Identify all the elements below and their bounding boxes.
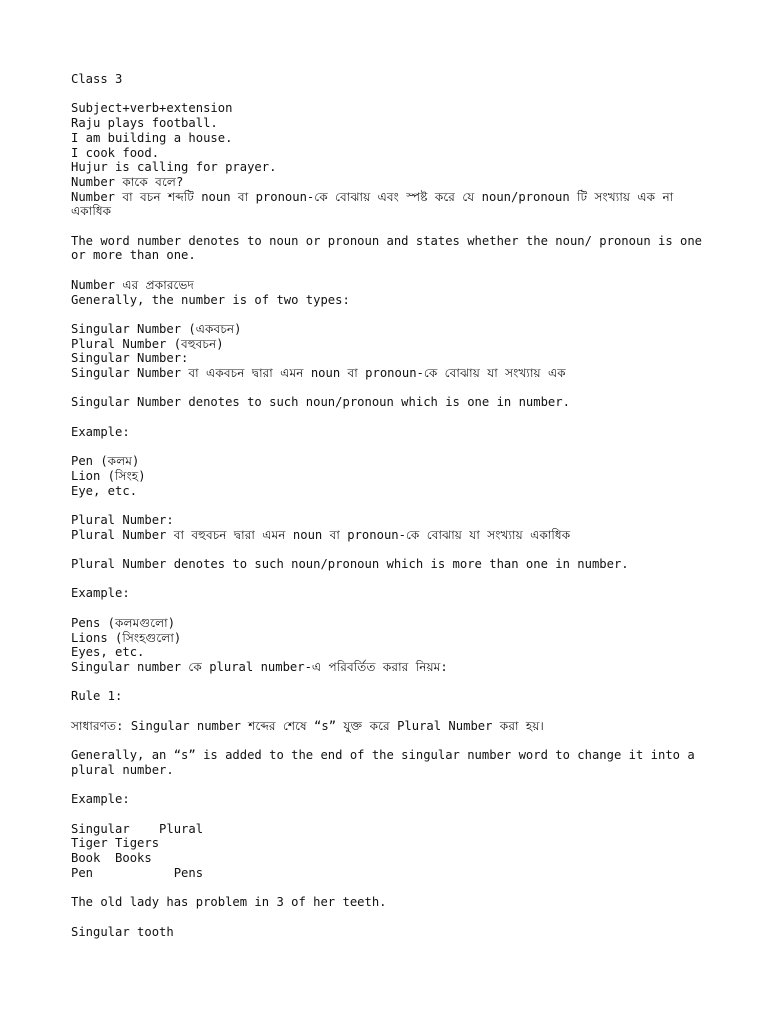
example-label: Example: [71, 424, 130, 439]
rule-text-en: Generally, an “s” is added to the end of the singular number word to change it into a plural number. [71, 748, 703, 777]
spacer [71, 807, 708, 822]
rule-text-bn: সাধারণত: Singular number শব্দের শেষে “s” যুক্ত করে Plural Number করা হয়। [71, 718, 544, 733]
example-label: Example: [71, 792, 130, 807]
spacer [71, 880, 708, 895]
example-sentence: I cook food. [71, 145, 160, 160]
singular-heading: Singular Number: [71, 351, 189, 366]
spacer [71, 219, 708, 234]
page-title: Class 3 [71, 72, 123, 86]
type-item: Plural Number (বহুবচন) [71, 336, 224, 351]
example-label: Example: [71, 586, 130, 601]
plural-definition-bn: Plural Number বা বহুবচন দ্বারা এমন noun বা pronoun-কে বোঝায় যা সংখ্যায় একাধিক [71, 527, 571, 542]
number-question: Number কাকে বলে? [71, 174, 184, 189]
number-definition-en: The word number denotes to noun or pronoun and states whether the noun/ pronoun is one or more than one. [71, 233, 710, 263]
spacer [71, 733, 708, 748]
types-heading-bn: Number এর প্রকারভেদ [71, 277, 194, 292]
type-item: Singular Number (একবচন) [71, 321, 242, 336]
singular-definition-en: Singular Number denotes to such noun/pronoun which is one in number. [71, 395, 570, 410]
spacer [71, 572, 708, 587]
table-row: Book Books [71, 851, 152, 866]
spacer [71, 439, 708, 454]
plural-heading: Plural Number: [71, 512, 174, 527]
singular-example: Lion (সিংহ) [71, 468, 146, 483]
spacer [71, 910, 708, 925]
sentence-formula: Subject+verb+extension [71, 101, 233, 116]
example-sentence: Hujur is calling for prayer. [71, 160, 277, 175]
rule-label: Rule 1: [71, 689, 123, 704]
table-row: Tiger Tigers [71, 836, 160, 851]
plural-definition-en: Plural Number denotes to such noun/pronoun which is more than one in number. [71, 557, 629, 572]
example-sentence: Raju plays football. [71, 116, 218, 131]
spacer [71, 601, 708, 616]
singular-example: Pen (কলম) [71, 454, 140, 469]
plural-example: Lions (সিংহগুলো) [71, 630, 182, 645]
singular-definition-bn: Singular Number বা একবচন দ্বারা এমন noun বা pronoun-কে বোঝায় যা সংখ্যায় এক [71, 366, 566, 380]
spacer [71, 778, 708, 793]
singular-tooth-line: Singular tooth [71, 924, 174, 939]
singular-example: Eye, etc. [71, 483, 138, 498]
spacer [71, 410, 708, 425]
spacer [71, 704, 708, 719]
plural-example: Pens (কলমগুলো) [71, 615, 176, 630]
spacer [71, 263, 708, 278]
spacer [71, 542, 708, 557]
spacer [71, 87, 708, 102]
types-heading-en: Generally, the number is of two types: [71, 292, 350, 307]
spacer [71, 381, 708, 396]
spacer [71, 307, 708, 322]
table-row: Pen Pens [71, 865, 204, 880]
conversion-heading: Singular number কে plural number-এ পরিবর্তিত করার নিয়ম: [71, 659, 448, 674]
spacer [71, 498, 708, 513]
table-header-row: Singular Plural [71, 821, 204, 836]
spacer [71, 675, 708, 690]
example-sentence: I am building a house. [71, 130, 233, 145]
plural-example: Eyes, etc. [71, 645, 145, 660]
example-sentence-teeth: The old lady has problem in 3 of her teeth. [71, 895, 387, 910]
number-definition-bn: Number বা বচন শব্দটি noun বা pronoun-কে বোঝায় এবং স্পষ্ট করে যে noun/pronoun টি সংখ্যায় এক না একাধিক [71, 189, 681, 219]
